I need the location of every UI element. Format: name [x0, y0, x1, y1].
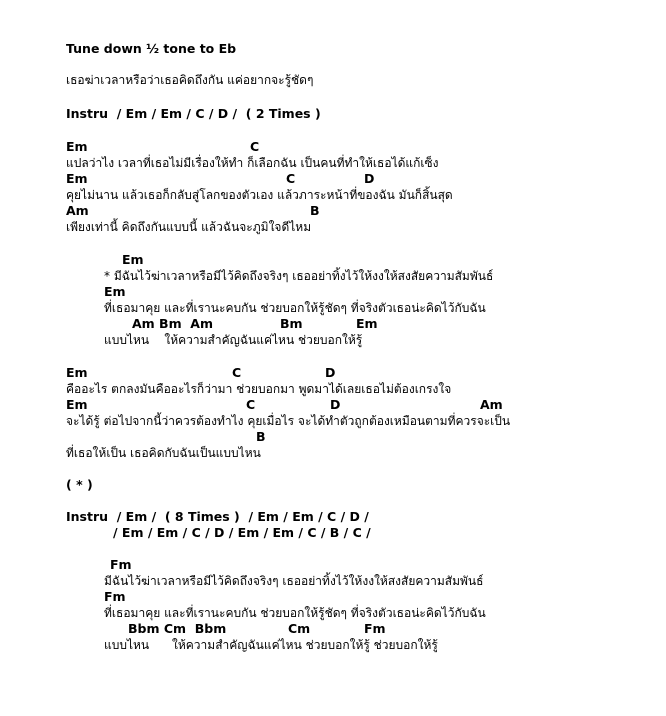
lyric: ที่เธอมาคุย และที่เรานะคบกัน ช่วยบอกให้รู้ชัดๆ ที่จริงตัวเธอน่ะคิดไว้กับฉัน	[104, 301, 486, 315]
repeat-marker-line	[0, 477, 666, 493]
chord-line	[0, 621, 666, 637]
instru-text: Instru / Em / ( 8 Times ) / Em / Em / C / D /	[66, 509, 369, 524]
lyric-line	[0, 187, 666, 203]
chord: C	[232, 365, 242, 380]
lyric-line	[0, 332, 666, 348]
chord-line	[0, 365, 666, 381]
chord-line	[0, 397, 666, 413]
chord: C	[286, 171, 296, 186]
instru-text: / Em / Em / C / D / Em / Em / C / B / C /	[113, 525, 371, 540]
chord: Am	[66, 203, 89, 218]
chord-line	[0, 252, 666, 268]
tuning-note: Tune down ½ tone to Eb	[66, 41, 237, 56]
lyric-line	[0, 605, 666, 621]
instru-text: Instru / Em / Em / C / D / ( 2 Times )	[66, 106, 321, 121]
tuning-note-line	[0, 41, 666, 57]
lyric-line	[0, 445, 666, 461]
lyric: แบบไหน ให้ความสำคัญฉันแค่ไหน ช่วยบอกให้รู้ ช่วยบอกให้รู้	[104, 638, 438, 652]
lyric: * มีฉันไว้ฆ่าเวลาหรือมีไว้คิดถึงจริงๆ เธออย่าทิ้งไว้ให้งงให้สงสัยความสัมพันธ์	[104, 269, 494, 283]
lyric-line	[0, 413, 666, 429]
chord: Em	[122, 252, 144, 267]
lyric-line	[0, 155, 666, 171]
repeat-marker: ( * )	[66, 477, 93, 492]
chord: Bbm Cm Bbm	[128, 621, 227, 636]
instru-line-2b	[0, 525, 666, 541]
chord: Em	[66, 171, 88, 186]
lyric-line	[0, 219, 666, 235]
lyric: ที่เธอมาคุย และที่เรานะคบกัน ช่วยบอกให้รู้ชัดๆ ที่จริงตัวเธอน่ะคิดไว้กับฉัน	[104, 606, 486, 620]
lyric-line	[0, 381, 666, 397]
chord-line	[0, 589, 666, 605]
chord: Fm	[110, 557, 132, 572]
chord: D	[330, 397, 341, 412]
lyric: ที่เธอให้เป็น เธอคิดกับฉันเป็นแบบไหน	[66, 446, 261, 460]
instru-line-1	[0, 106, 666, 122]
chord: Em	[66, 365, 88, 380]
lyric-line	[0, 300, 666, 316]
lyric-line	[0, 268, 666, 284]
chord: Fm	[104, 589, 126, 604]
chord-line	[0, 429, 666, 445]
chord: Em	[66, 139, 88, 154]
chord: Fm	[364, 621, 386, 636]
lyric: แบบไหน ให้ความสำคัญฉันแค่ไหน ช่วยบอกให้รู้	[104, 333, 363, 347]
chord: Bm	[280, 316, 303, 331]
lyric: คุยไม่นาน แล้วเธอก็กลับสู่โลกของตัวเอง แล้วภาระหน้าที่ของฉัน มันก็สิ้นสุด	[66, 188, 453, 202]
chord: Cm	[288, 621, 311, 636]
chord: Em	[356, 316, 378, 331]
chord: Em	[104, 284, 126, 299]
chord: Am	[480, 397, 503, 412]
chord: C	[246, 397, 256, 412]
chord-line	[0, 139, 666, 155]
lyric: จะได้รู้ ต่อไปจากนี้ว่าควรต้องทำไง คุยเมื่อไร จะได้ทำตัวถูกต้องเหมือนตามที่ควรจะเป็น	[66, 414, 511, 428]
lyric-line	[0, 637, 666, 653]
chord: B	[256, 429, 266, 444]
intro-lyric: เธอฆ่าเวลาหรือว่าเธอคิดถึงกัน แค่อยากจะรู้ชัดๆ	[66, 73, 314, 87]
chord-line	[0, 284, 666, 300]
chord: C	[250, 139, 260, 154]
chord: Em	[66, 397, 88, 412]
chord: D	[325, 365, 336, 380]
instru-line-2	[0, 509, 666, 525]
chord-line	[0, 171, 666, 187]
chord: Am Bm Am	[132, 316, 214, 331]
lyric: เพียงเท่านี้ คิดถึงกันแบบนี้ แล้วฉันจะภูมิใจดีไหม	[66, 220, 312, 234]
chord: D	[364, 171, 375, 186]
chord-line	[0, 316, 666, 332]
intro-lyric-line	[0, 72, 666, 88]
lyric-line	[0, 573, 666, 589]
chord-line	[0, 203, 666, 219]
lyric: คืออะไร ตกลงมันคืออะไรก็ว่ามา ช่วยบอกมา พูดมาได้เลยเธอไม่ต้องเกรงใจ	[66, 382, 452, 396]
lyric: มีฉันไว้ฆ่าเวลาหรือมีไว้คิดถึงจริงๆ เธออย่าทิ้งไว้ให้งงให้สงสัยความสัมพันธ์	[104, 574, 484, 588]
chord: B	[310, 203, 320, 218]
chord-line	[0, 557, 666, 573]
lyric: แปลว่าไง เวลาที่เธอไม่มีเรื่องให้ทำ ก็เลือกฉัน เป็นคนที่ทำให้เธอได้แก้เซ็ง	[66, 156, 439, 170]
